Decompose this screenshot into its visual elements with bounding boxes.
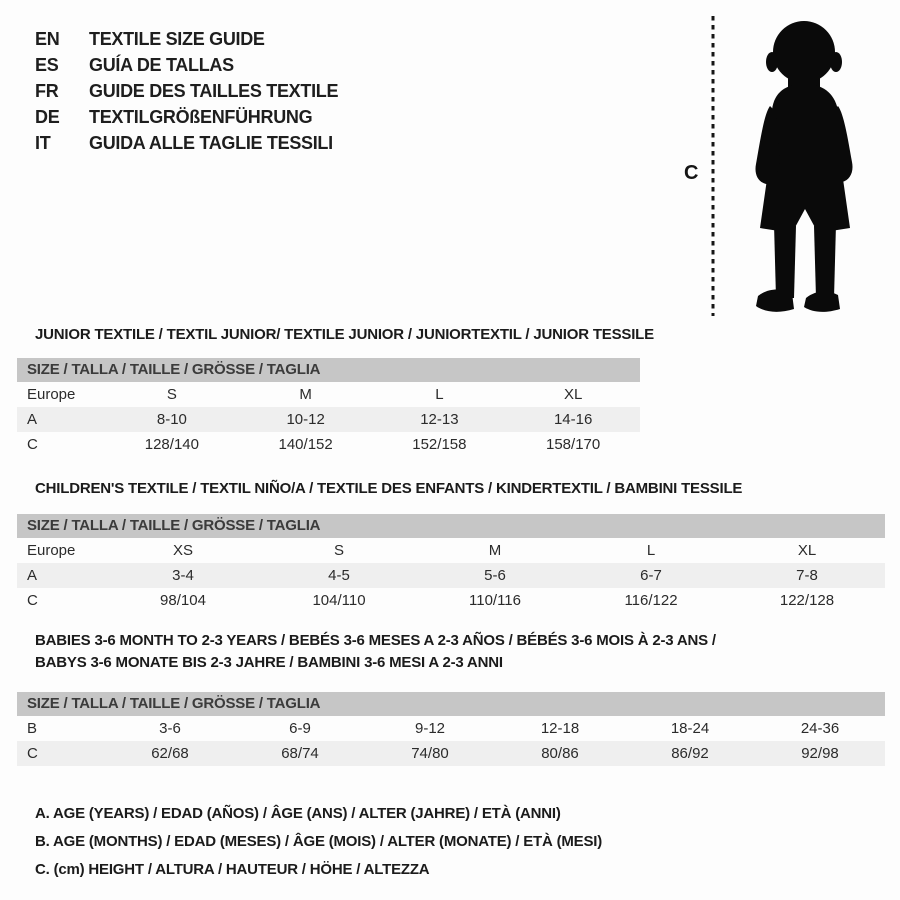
size-cell: 74/80 xyxy=(411,745,449,762)
size-cell: 140/152 xyxy=(278,436,333,453)
language-title: GUIDE DES TAILLES TEXTILE xyxy=(89,80,339,101)
size-cell: 62/68 xyxy=(151,745,189,762)
children-size-table xyxy=(17,514,885,613)
size-cell: 9-12 xyxy=(414,720,446,737)
footnote: C. (cm) HEIGHT / ALTURA / HAUTEUR / HÖHE / ALTEZZA xyxy=(35,861,430,878)
size-cell: 12-18 xyxy=(540,720,580,737)
size-cell: M xyxy=(299,386,312,403)
footnote: A. AGE (YEARS) / EDAD (AÑOS) / ÂGE (ANS) / ALTER (JAHRE) / ETÀ (ANNI) xyxy=(35,805,561,822)
size-cell: 18-24 xyxy=(670,720,710,737)
height-figure xyxy=(658,8,888,320)
table-row xyxy=(17,432,640,457)
size-cell: 3-4 xyxy=(172,567,194,584)
row-label: Europe xyxy=(27,542,76,559)
junior-size-table xyxy=(17,358,640,457)
size-cell: 10-12 xyxy=(286,411,325,428)
size-cell: 116/122 xyxy=(624,592,678,609)
size-cell: 80/86 xyxy=(541,745,579,762)
size-cell: 110/116 xyxy=(469,592,521,609)
height-measure-label: C xyxy=(684,162,699,184)
row-label: Europe xyxy=(27,386,76,403)
children-section-title xyxy=(35,478,742,500)
language-row xyxy=(35,130,338,156)
size-cell: L xyxy=(646,542,656,559)
language-title: GUIDA ALLE TAGLIE TESSILI xyxy=(89,132,333,153)
size-cell: M xyxy=(488,542,502,559)
language-row xyxy=(35,26,338,52)
size-cell: 128/140 xyxy=(144,436,199,453)
table-row xyxy=(17,382,640,407)
size-cell: 4-5 xyxy=(328,567,350,584)
table-row xyxy=(17,563,885,588)
junior-section-title xyxy=(35,324,654,346)
language-title-list xyxy=(35,26,338,156)
size-cell: 6-7 xyxy=(640,567,662,584)
size-cell: 7-8 xyxy=(796,567,818,584)
size-cell: XL xyxy=(563,386,583,403)
row-label: A xyxy=(27,567,38,584)
size-cell: 86/92 xyxy=(671,745,709,762)
language-row xyxy=(35,104,338,130)
size-cell: 24-36 xyxy=(800,720,840,737)
row-label: A xyxy=(27,411,38,428)
language-code: DE xyxy=(35,106,60,127)
row-label: B xyxy=(27,720,38,737)
language-title: GUÍA DE TALLAS xyxy=(89,54,234,75)
table-row xyxy=(17,407,640,432)
size-cell: 104/110 xyxy=(312,592,366,609)
section-title-line: BABIES 3-6 MONTH TO 2-3 YEARS / BEBÉS 3-6 MESES A 2-3 AÑOS / BÉBÉS 3-6 MOIS À 2-3 ANS / xyxy=(35,632,716,649)
toddler-silhouette xyxy=(755,21,852,312)
size-cell: XS xyxy=(172,542,193,559)
language-code: IT xyxy=(35,132,51,153)
size-header-bar: SIZE / TALLA / TAILLE / GRÖSSE / TAGLIA xyxy=(17,358,640,382)
section-title-line: JUNIOR TEXTILE / TEXTIL JUNIOR/ TEXTILE JUNIOR / JUNIORTEXTIL / JUNIOR TESSILE xyxy=(35,326,654,343)
size-cell: 5-6 xyxy=(484,567,506,584)
row-label: C xyxy=(27,436,38,453)
section-title-line: BABYS 3-6 MONATE BIS 2-3 JAHRE / BAMBINI 3-6 MESI A 2-3 ANNI xyxy=(35,654,503,671)
size-cell: 122/128 xyxy=(779,592,835,609)
size-cell: 6-9 xyxy=(289,720,311,737)
table-row xyxy=(17,741,885,766)
babies-size-table xyxy=(17,692,885,766)
size-cell: 92/98 xyxy=(801,745,839,762)
table-row xyxy=(17,716,885,741)
size-cell: S xyxy=(166,386,177,403)
size-cell: S xyxy=(333,542,344,559)
language-row xyxy=(35,78,338,104)
size-cell: 158/170 xyxy=(546,436,601,453)
language-code: ES xyxy=(35,54,59,75)
size-cell: 98/104 xyxy=(160,592,206,609)
table-row xyxy=(17,538,885,563)
language-row xyxy=(35,52,338,78)
size-cell: L xyxy=(435,386,444,403)
size-cell: 14-16 xyxy=(553,411,593,428)
size-cell: 8-10 xyxy=(156,411,187,428)
language-title: TEXTILE SIZE GUIDE xyxy=(89,28,265,49)
row-label: C xyxy=(27,745,38,762)
language-code: EN xyxy=(35,28,60,49)
size-header-bar: SIZE / TALLA / TAILLE / GRÖSSE / TAGLIA xyxy=(17,514,885,538)
size-cell: 68/74 xyxy=(281,745,319,762)
section-title-line: CHILDREN'S TEXTILE / TEXTIL NIÑO/A / TEXTILE DES ENFANTS / KINDERTEXTIL / BAMBINI TESSILE xyxy=(35,480,743,497)
size-cell: XL xyxy=(797,542,817,559)
footnote: B. AGE (MONTHS) / EDAD (MESES) / ÂGE (MOIS) / ALTER (MONATE) / ETÀ (MESI) xyxy=(35,833,603,850)
size-cell: 3-6 xyxy=(159,720,181,737)
language-title: TEXTILGRÖßENFÜHRUNG xyxy=(89,106,313,127)
footnotes xyxy=(35,800,602,884)
language-code: FR xyxy=(35,80,59,101)
size-cell: 152/158 xyxy=(412,436,467,453)
row-label: C xyxy=(27,592,38,609)
table-row xyxy=(17,588,885,613)
size-header-bar: SIZE / TALLA / TAILLE / GRÖSSE / TAGLIA xyxy=(17,692,885,716)
size-cell: 12-13 xyxy=(420,411,459,428)
babies-section-title xyxy=(35,630,716,674)
